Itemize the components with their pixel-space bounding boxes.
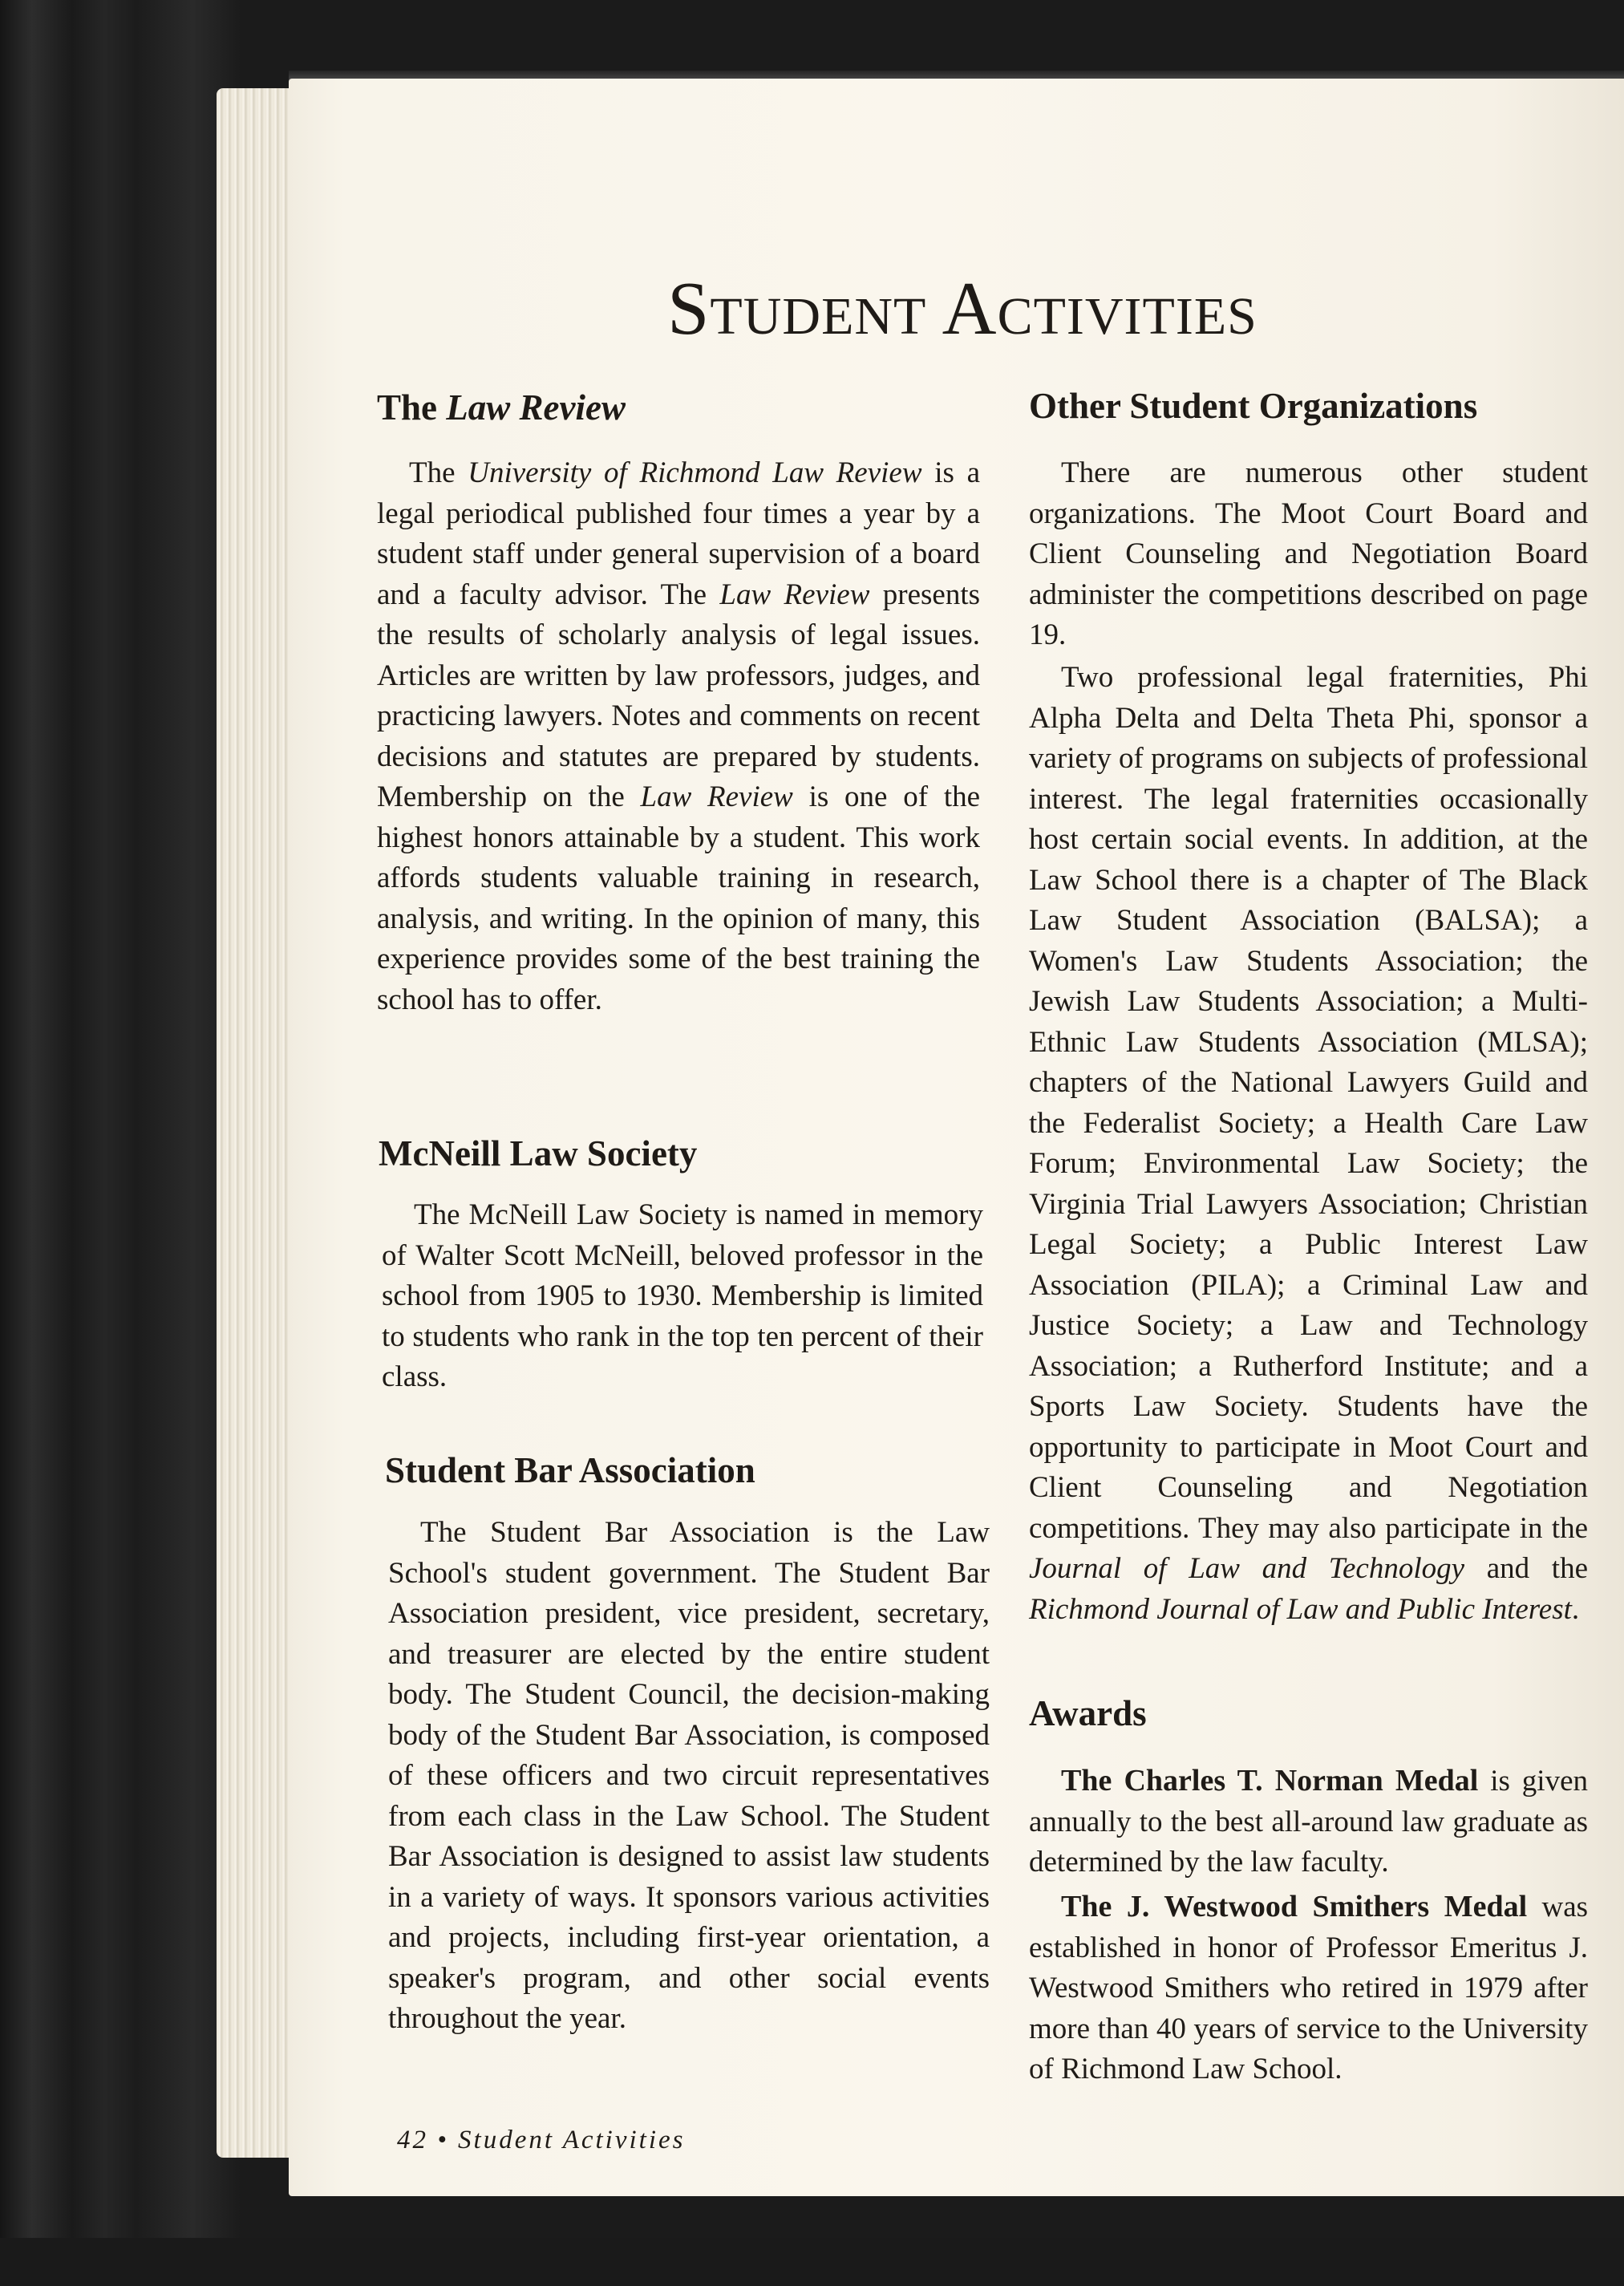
law-review-text-4: is one of the highest honors attainable by a student. This work affords students valuable training in research, analysis, and writing. In the opinion of many, this experience provides some of the best training the school has to offer. (377, 780, 981, 1016)
law-review-em-2: Law Review (719, 578, 870, 611)
mcneill-body: The McNeill Law Society is named in memory of Walter Scott McNeill, beloved professor in the school from 1905 to 1930. Membership is limited to students who rank in the top ten percent of their class. (382, 1198, 983, 1393)
law-review-em-3: Law Review (640, 780, 793, 813)
mcneill-heading: McNeill Law Society (379, 1133, 698, 1173)
smithers-medal-name: The J. Westwood Smithers Medal (1061, 1890, 1528, 1923)
other-orgs-body-2 (1029, 658, 1588, 1630)
law-review-text-3: presents the results of scholarly analysis of legal issues. Articles are written by law professors, judges, and practicing lawyers. Notes and comments on recent decisions and statutes are prepared by students. Membership on the (377, 578, 981, 813)
awards-heading: Awards (1029, 1693, 1147, 1733)
other-orgs-body-1: There are numerous other student organizations. The Moot Court Board and Client Counseling and Negotiation Board administer the competitions described on page 19. (1029, 456, 1588, 651)
law-review-heading-prefix: The (377, 387, 438, 428)
other-orgs-end: . (1571, 1592, 1580, 1626)
law-review-title-em: University of Richmond Law Review (468, 456, 922, 489)
other-orgs-and: and the (1486, 1552, 1589, 1585)
journal-public-interest-em: Richmond Journal of Law and Public Interest (1029, 1592, 1572, 1626)
norman-medal-name: The Charles T. Norman Medal (1061, 1764, 1479, 1798)
sba-body: The Student Bar Association is the Law School's student government. The Student Bar Association president, vice president, secretary, and treasurer are elected by the entire student body. The Student Council, the decision-making body of the Student Bar Association, is composed of these officers and two circuit representatives from each class in the Law School. The Student Bar Association is designed to assist law students in a variety of ways. It sponsors various activities and projects, including first-year orientation, a speaker's program, and other social events throughout the year. (388, 1516, 990, 2035)
other-orgs-heading: Other Student Organizations (1029, 386, 1478, 426)
journal-law-tech-em: Journal of Law and Technology (1029, 1552, 1465, 1585)
law-review-heading-em: Law Review (446, 387, 626, 428)
smithers-medal-text (1029, 1887, 1588, 2090)
page-title: Student Activities (667, 267, 1257, 351)
smithers-medal-description: was established in honor of Professor Emeritus J. Westwood Smithers who retired in 1979 after more than 40 years of service to the University of Richmond Law School. (1029, 1891, 1589, 2085)
norman-medal-text (1029, 1761, 1588, 1883)
law-review-text-1: The (409, 456, 456, 489)
norman-medal-description: is given annually to the best all-around law graduate as determined by the law faculty. (1029, 1765, 1588, 1879)
law-review-heading (377, 385, 626, 430)
law-review-text-2: is a legal periodical published four times a year by a student staff under general supervision of a board and a faculty advisor. The (377, 456, 981, 611)
page-footer: 42 • Student Activities (397, 2126, 686, 2154)
law-review-body (377, 453, 980, 1020)
sba-heading: Student Bar Association (385, 1450, 755, 1490)
other-orgs-text: Two professional legal fraternities, Phi Alpha Delta and Delta Theta Phi, sponsor a variety of programs on subjects of professional interest. The legal fraternities occasionally host certain social events. In addition, at the Law School there is a chapter of The Black Law Student Association (BALSA); a Women's Law Students Association; the Jewish Law Students Association; a Multi-Ethnic Law Students Association (MLSA); chapters of the National Lawyers Guild and the Federalist Society; a Health Care Law Forum; Environmental Law Society; the Virginia Trial Lawyers Association; Christian Legal Society; a Public Interest Law Association (PILA); a Criminal Law and Justice Society; a Law and Technology Association; a Rutherford Institute; and a Sports Law Society. Students have the opportunity to participate in Moot Court and Client Counseling and Negotiation competitions. They may also participate in the (1029, 661, 1588, 1545)
book-cover-bottom (0, 2238, 1624, 2286)
